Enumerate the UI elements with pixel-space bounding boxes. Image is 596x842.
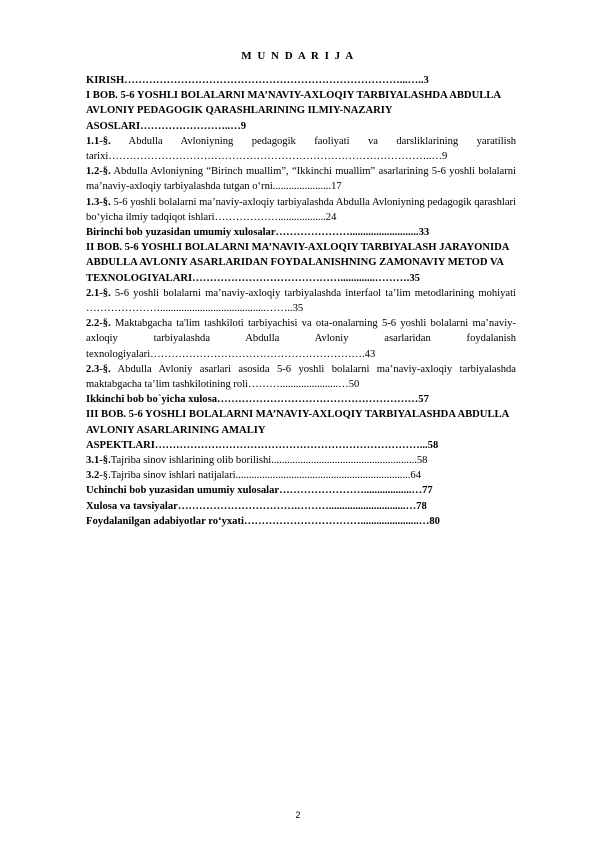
section-number: 2.1-§. — [86, 287, 111, 299]
toc-entry-2-2[interactable] — [86, 316, 516, 362]
section-title: 5-6 yoshli bolalarni ma’naviy-axloqiy tarbiyalashda interfaol ta’lim metodlarining mohiyati …………………........................................……..35 — [86, 287, 516, 315]
toc-entry-3-2[interactable] — [86, 468, 516, 483]
section-title: Maktabgacha ta'lim tashkiloti tarbiyachisi va ota-onalarning 5-6 yoshli bolalarni ma’naviy-axloqiy tarbiyalashda Abdulla Avloniy asarlaridan foydalanish texnologiyalari…………………………………………………….43 — [86, 318, 516, 360]
section-title: Tajriba sinov ishlarining olib borilishi.......................................................58 — [110, 455, 428, 467]
section-number: 3.2 — [86, 470, 100, 482]
toc-entry-conclusions[interactable]: Xulosa va tavsiyalar…………………………….……….............................…78 — [86, 500, 427, 512]
section-number: 1.2-§. — [86, 166, 111, 178]
toc-entry-chapter-3-summary[interactable]: Uchinchi bob yuzasidan umumiy xulosalar……………………..................…77 — [86, 485, 433, 497]
section-title: Abdulla Avloniy asarlari asosida 5-6 yoshli bolalarni ma’naviy-axloqiy tarbiyalashda maktabgacha ta’lim tashkilotining roli………......................…50 — [86, 363, 516, 391]
section-number: 2.3-§. — [86, 363, 111, 375]
toc-entry-1-3[interactable] — [86, 195, 516, 225]
toc-entry-2-1[interactable] — [86, 286, 516, 316]
toc-entry-2-3[interactable] — [86, 362, 516, 392]
section-number: 3.1-§. — [86, 455, 111, 467]
table-of-contents — [86, 73, 516, 529]
page-title: M U N D A R I J A — [241, 50, 355, 62]
toc-entry-references[interactable]: Foydalanilgan adabiyotlar ro‘yxati……………………………......................…80 — [86, 515, 440, 527]
toc-entry-chapter-1-summary[interactable]: Birinchi bob yuzasidan umumiy xulosalar…………………..........................33 — [86, 227, 430, 239]
toc-entry-chapter-2[interactable]: II BOB. 5-6 YOSHLI BOLALARNI MA’NAVIY-AXLOQIY TARBIYALASH JARAYONIDA ABDULLA AVLONIY ASARLARIDAN FOYDALANISHNING ZAMONAVIY METOD VA TEXNOLOGIYALARI…………………………………….............……….35 — [86, 242, 509, 284]
section-title: -§.Tajriba sinov ishlari natijalari..................................................................64 — [99, 470, 421, 482]
toc-entry-1-1[interactable] — [86, 134, 516, 164]
toc-entry-chapter-1[interactable]: I BOB. 5-6 YOSHLI BOLALARNI MA’NAVIY-AXLOQIY TARBIYALASHDA ABDULLA AVLONIY PEDAGOGIK QARASHLARINING ILMIY-NAZARIY ASOSLARI……………………..…9 — [86, 90, 501, 132]
toc-entry-chapter-2-summary[interactable]: Ikkinchi bob bo`yicha xulosa…………………………………………………57 — [86, 394, 429, 406]
section-title: Abdulla Avloniyning “Birinch muallim”, “Ikkinchi muallim” asarlarining 5-6 yoshli bolalarni ma’naviy-axloqiy tarbiyalashda tutgan o‘rni......................17 — [86, 166, 516, 193]
section-number: 2.2-§. — [86, 318, 111, 330]
toc-entry-kirish[interactable]: KIRISH……………………………………………………………………...…..3 — [86, 75, 429, 86]
section-number: 1.1-§. — [86, 135, 111, 147]
page-number: 2 — [295, 810, 301, 820]
section-title: Abdulla Avloniyning pedagogik faoliyati va darsliklarining yaratilish tarixi………………………………………………………………………………..…9 — [86, 135, 516, 163]
toc-entry-chapter-3[interactable]: III BOB. 5-6 YOSHLI BOLALARNI MA’NAVIY-AXLOQIY TARBIYALASHDA ABDULLA AVLONIY ASARLARINING AMALIY ASPEKTLARI…………………………………………………………………...58 — [86, 409, 509, 451]
section-title: 5-6 yoshli bolalarni ma’naviy-axloqiy tarbiyalashda Abdulla Avloniyning pedagogik qarashlari bo‘yicha ilmiy tadqiqot ishlari………………..................24 — [86, 196, 516, 223]
toc-entry-1-2[interactable] — [86, 164, 516, 194]
section-number: 1.3-§. — [86, 196, 111, 208]
toc-entry-3-1[interactable] — [86, 453, 516, 468]
